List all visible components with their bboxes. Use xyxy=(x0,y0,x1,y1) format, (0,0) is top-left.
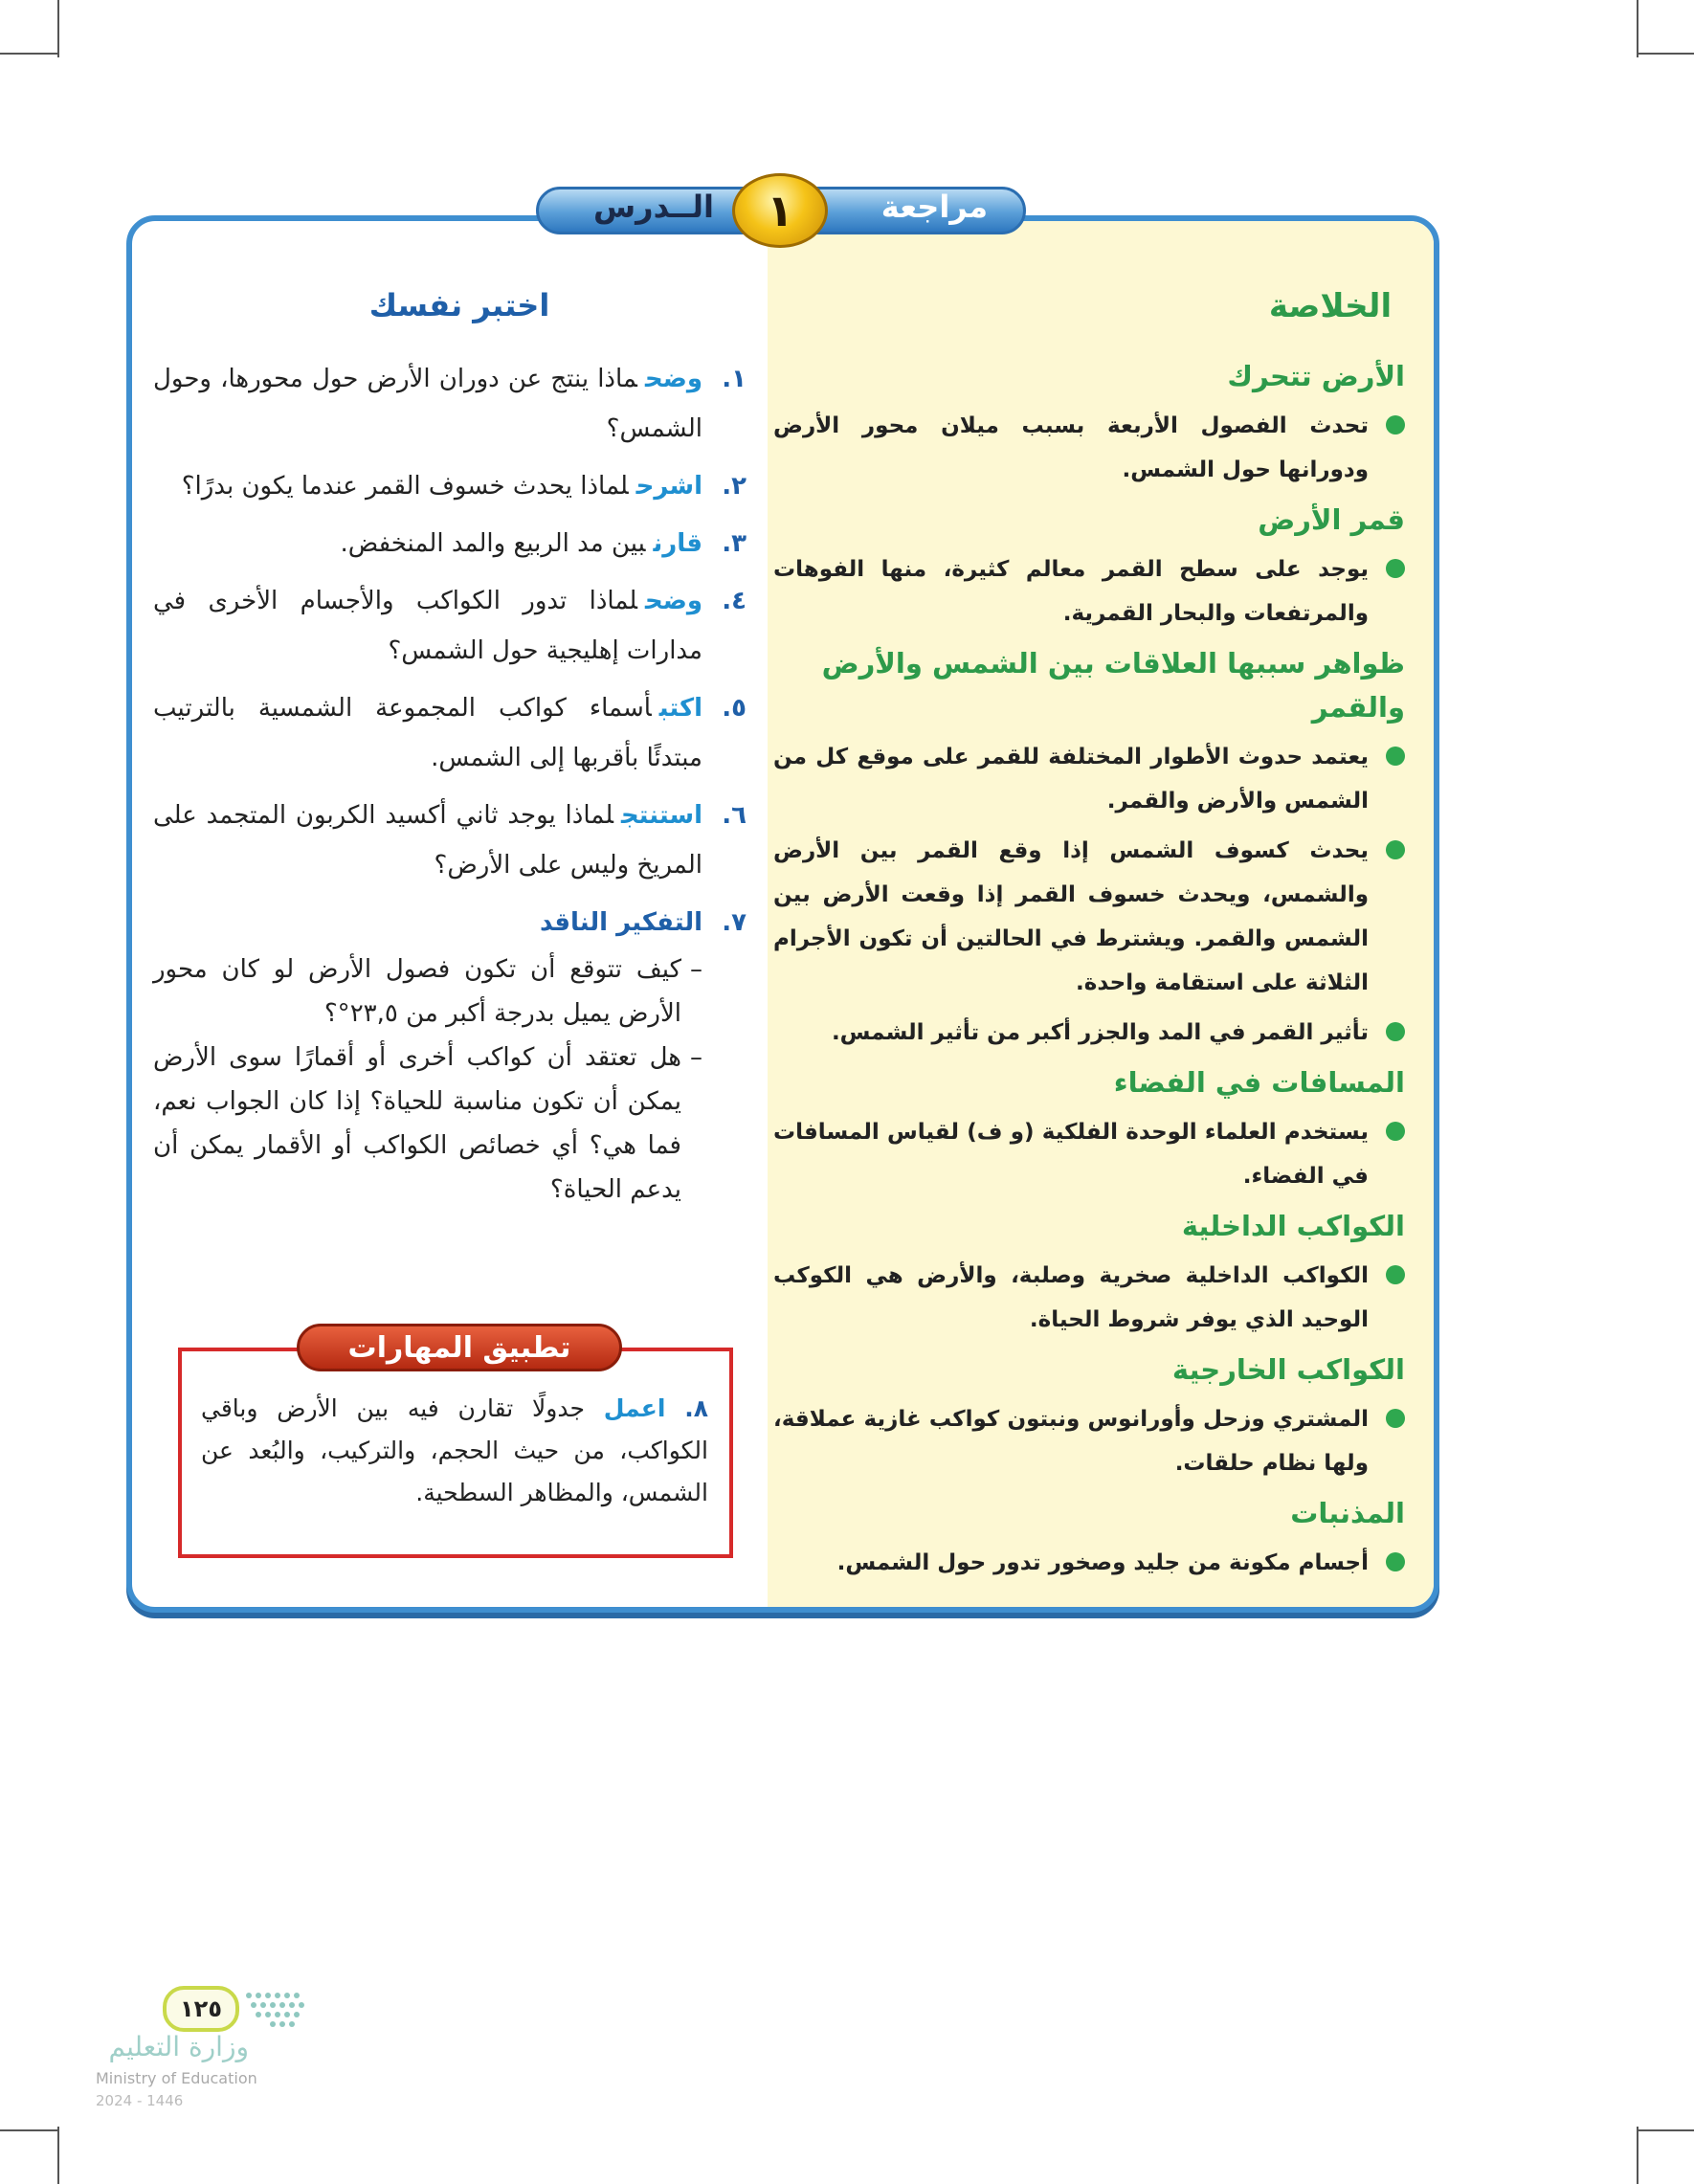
review-question xyxy=(153,791,747,890)
crop-mark xyxy=(1637,0,1638,57)
crop-mark xyxy=(57,2127,59,2184)
bullet-dot-icon xyxy=(1386,747,1405,766)
review-question xyxy=(153,519,747,568)
summary-bullet-text: يحدث كسوف الشمس إذا وقع القمر بين الأرض والشمس، ويحدث خسوف القمر إذا وقعت الأرض بين الشمس والقمر. ويشترط في الحالتين أن تكون الأجرام الثلاثة على استقامة واحدة. xyxy=(773,838,1369,995)
summary-bullet xyxy=(773,735,1405,823)
question-number: ٥. xyxy=(722,694,747,723)
question-number: ١. xyxy=(722,365,747,393)
summary-list xyxy=(773,354,1405,1591)
summary-bullet-text: يوجد على سطح القمر معالم كثيرة، منها الفوهات والمرتفعات والبحار القمرية. xyxy=(773,557,1369,626)
summary-section-heading: الأرض تتحرك xyxy=(1227,360,1405,392)
question-text: لماذا يوجد ثاني أكسيد الكربون المتجمد على المريخ وليس على الأرض؟ xyxy=(153,801,702,880)
banner-lesson-label: الــدرس xyxy=(593,189,714,225)
critical-thinking-question xyxy=(153,898,747,1212)
bullet-dot-icon xyxy=(1386,1122,1405,1141)
skills-application-label: تطبيق المهارات xyxy=(297,1324,622,1371)
summary-section-heading: الكواكب الداخلية xyxy=(1181,1210,1405,1242)
summary-title: الخلاصة xyxy=(1268,287,1393,325)
summary-bullet xyxy=(773,829,1405,1005)
question-verb: استنتج xyxy=(620,801,702,830)
question-verb: اشرح xyxy=(635,472,702,501)
question-number: ٣. xyxy=(722,529,747,558)
bullet-dot-icon xyxy=(1386,1265,1405,1284)
crop-mark xyxy=(1637,53,1694,55)
summary-bullet xyxy=(773,1541,1405,1585)
question-verb: اكتب xyxy=(658,694,702,723)
summary-section-heading: المذنبات xyxy=(1290,1497,1405,1529)
summary-bullet xyxy=(773,1397,1405,1485)
question-number: ٢. xyxy=(722,472,747,501)
review-question xyxy=(153,354,747,454)
ministry-logo-icon xyxy=(244,1991,311,2029)
test-yourself-title: اختبر نفسك xyxy=(368,287,550,323)
question-number: ٨. xyxy=(684,1394,708,1422)
summary-bullet-text: أجسام مكونة من جليد وصخور تدور حول الشمس. xyxy=(836,1550,1369,1575)
question-number: ٤. xyxy=(722,587,747,615)
question-verb: قارن xyxy=(653,529,702,558)
summary-section-heading: الكواكب الخارجية xyxy=(1171,1353,1405,1386)
banner-review-label: مراجعة xyxy=(880,189,988,225)
critical-thinking-item xyxy=(153,1036,702,1212)
summary-bullet xyxy=(773,1110,1405,1198)
critical-thinking-text: هل تعتقد أن كواكب أخرى أو أقمارًا سوى الأرض يمكن أن تكون مناسبة للحياة؟ إذا كان الجواب نعم، فما هي؟ أي خصائص الكواكب أو الأقمار يمكن أن يدعم الحياة؟ xyxy=(153,1043,681,1204)
crop-mark xyxy=(57,0,59,57)
summary-section-heading: ظواهر سببها العلاقات بين الشمس والأرض والقمر xyxy=(821,647,1405,724)
crop-mark xyxy=(1637,2127,1638,2184)
question-text: بين مد الربيع والمد المنخفض. xyxy=(340,529,646,558)
bullet-dot-icon xyxy=(1386,1552,1405,1571)
question-text: لماذا يحدث خسوف القمر عندما يكون بدرًا؟ xyxy=(181,472,629,501)
dash-icon: – xyxy=(690,1043,702,1072)
question-verb: اعمل xyxy=(603,1394,666,1422)
ministry-name-arabic: وزارة التعليم xyxy=(108,2031,249,2062)
ministry-name-english: Ministry of Education xyxy=(96,2069,257,2087)
review-question xyxy=(153,576,747,676)
page-number: ١٢٥ xyxy=(163,1986,239,2032)
question-text: أسماء كواكب المجموعة الشمسية بالترتيب مبتدئًا بأقربها إلى الشمس. xyxy=(153,694,702,772)
summary-bullet-text: المشتري وزحل وأورانوس ونبتون كواكب غازية عملاقة، ولها نظام حلقات. xyxy=(773,1407,1369,1476)
summary-section-heading: قمر الأرض xyxy=(1258,503,1405,536)
question-list xyxy=(153,354,747,1219)
lesson-review-banner xyxy=(536,177,1026,244)
summary-bullet-text: تأثير القمر في المد والجزر أكبر من تأثير الشمس. xyxy=(831,1020,1369,1045)
question-verb: وضح xyxy=(644,365,702,393)
question-verb: وضح xyxy=(644,587,702,615)
review-question xyxy=(153,683,747,783)
bullet-dot-icon xyxy=(1386,840,1405,859)
lesson-number-badge: ١ xyxy=(732,173,828,248)
question-number: ٦. xyxy=(722,801,747,830)
review-question xyxy=(153,461,747,511)
summary-bullet xyxy=(773,404,1405,492)
question-text: جدولًا تقارن فيه بين الأرض وباقي الكواكب، من حيث الحجم، والتركيب، والبُعد عن الشمس، والمظاهر السطحية. xyxy=(201,1394,708,1506)
summary-section-heading: المسافات في الفضاء xyxy=(1113,1066,1405,1099)
dash-icon: – xyxy=(690,955,702,984)
bullet-dot-icon xyxy=(1386,415,1405,435)
crop-mark xyxy=(0,53,57,55)
critical-thinking-heading: التفكير الناقد xyxy=(539,908,702,937)
crop-mark xyxy=(1637,2129,1694,2131)
skills-question xyxy=(201,1388,708,1514)
critical-thinking-item xyxy=(153,947,702,1036)
summary-bullet-text: تحدث الفصول الأربعة بسبب ميلان محور الأرض ودورانها حول الشمس. xyxy=(773,413,1369,482)
summary-bullet xyxy=(773,547,1405,635)
question-text: ماذا ينتج عن دوران الأرض حول محورها، وحول الشمس؟ xyxy=(153,365,702,443)
summary-bullet xyxy=(773,1254,1405,1342)
edition-year: 2024 - 1446 xyxy=(96,2092,184,2109)
bullet-dot-icon xyxy=(1386,559,1405,578)
summary-bullet-text: يعتمد حدوث الأطوار المختلفة للقمر على موقع كل من الشمس والأرض والقمر. xyxy=(773,745,1369,813)
question-number: ٧. xyxy=(722,908,747,937)
summary-bullet xyxy=(773,1011,1405,1055)
critical-thinking-text: كيف تتوقع أن تكون فصول الأرض لو كان محور الأرض يميل بدرجة أكبر من ٢٣,٥°؟ xyxy=(153,955,681,1028)
question-text: لماذا تدور الكواكب والأجسام الأخرى في مدارات إهليجية حول الشمس؟ xyxy=(153,587,702,665)
crop-mark xyxy=(0,2129,57,2131)
bullet-dot-icon xyxy=(1386,1409,1405,1428)
summary-bullet-text: يستخدم العلماء الوحدة الفلكية (و ف) لقياس المسافات في الفضاء. xyxy=(773,1120,1369,1189)
bullet-dot-icon xyxy=(1386,1022,1405,1041)
summary-bullet-text: الكواكب الداخلية صخرية وصلبة، والأرض هي الكوكب الوحيد الذي يوفر شروط الحياة. xyxy=(773,1263,1369,1332)
